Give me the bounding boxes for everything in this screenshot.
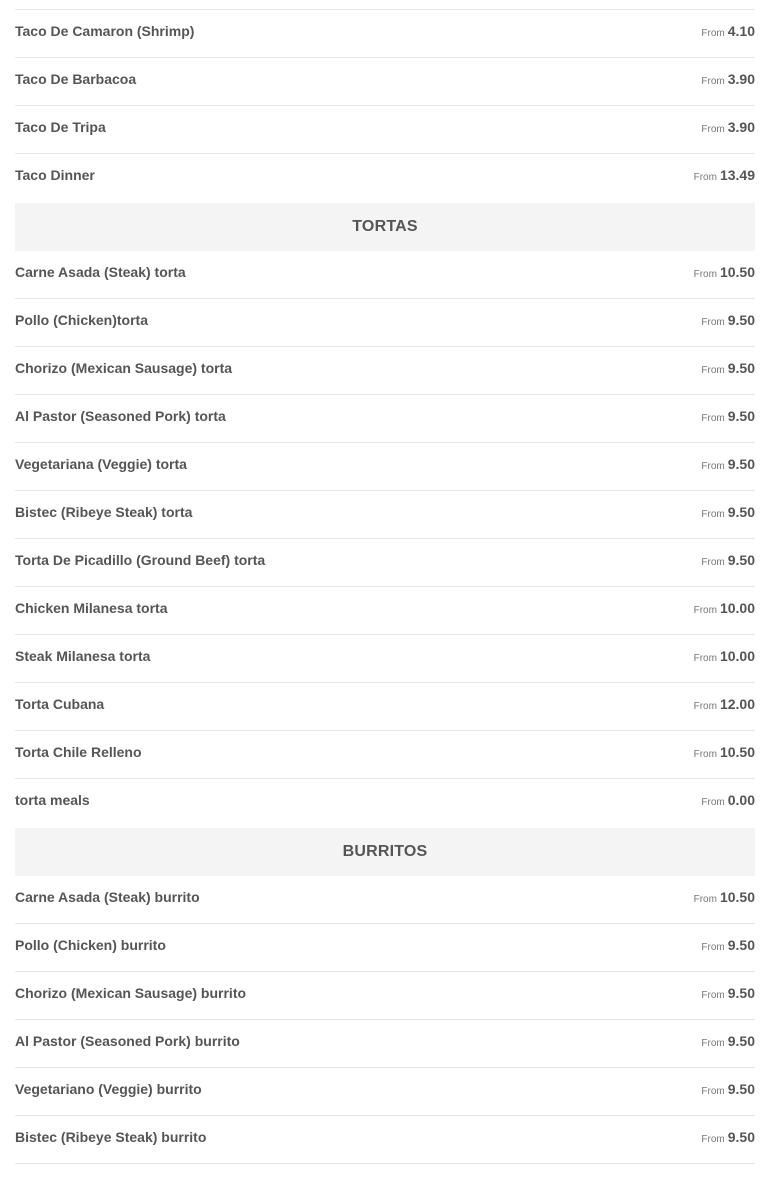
item-price-group bbox=[701, 347, 755, 379]
item-price-group bbox=[694, 731, 755, 763]
menu-item-taco-de-barbacoa[interactable] bbox=[15, 58, 755, 106]
menu-item-burrito[interactable] bbox=[15, 972, 755, 1020]
item-name: Bistec (Ribeye Steak) torta bbox=[15, 504, 193, 520]
from-label: From bbox=[693, 172, 717, 183]
item-price: 3.90 bbox=[727, 71, 755, 87]
from-label: From bbox=[701, 1134, 725, 1145]
item-price: 10.50 bbox=[719, 744, 755, 760]
from-label: From bbox=[701, 557, 725, 568]
from-label: From bbox=[701, 797, 725, 808]
item-price-group bbox=[701, 106, 755, 138]
item-name: torta meals bbox=[15, 792, 90, 808]
item-name: Bistec (Ribeye Steak) burrito bbox=[15, 1129, 207, 1145]
item-price-group bbox=[701, 1116, 755, 1148]
item-price-group bbox=[701, 58, 755, 90]
item-name: Taco De Camaron (Shrimp) bbox=[15, 23, 195, 39]
from-label: From bbox=[701, 1086, 725, 1097]
menu-item-burrito[interactable] bbox=[15, 1068, 755, 1116]
menu-item-torta[interactable] bbox=[15, 731, 755, 779]
menu-item-taco-de-tripa[interactable] bbox=[15, 106, 755, 154]
item-price: 4.10 bbox=[727, 23, 755, 39]
item-price-group bbox=[701, 491, 755, 523]
from-label: From bbox=[701, 942, 725, 953]
section-header-tortas: TORTAS bbox=[15, 203, 755, 251]
menu-item-torta[interactable] bbox=[15, 395, 755, 443]
item-price: 9.50 bbox=[727, 985, 755, 1001]
item-price: 3.90 bbox=[727, 119, 755, 135]
item-price-group bbox=[701, 443, 755, 475]
from-label: From bbox=[701, 413, 725, 424]
menu-item-torta[interactable] bbox=[15, 683, 755, 731]
item-price-group bbox=[701, 1068, 755, 1100]
item-price: 0.00 bbox=[727, 792, 755, 808]
item-name: Pollo (Chicken) burrito bbox=[15, 937, 166, 953]
from-label: From bbox=[693, 269, 717, 280]
menu-list bbox=[15, 9, 755, 1164]
item-price-group bbox=[694, 635, 755, 667]
item-price: 10.00 bbox=[719, 600, 755, 616]
item-name: Vegetariana (Veggie) torta bbox=[15, 456, 187, 472]
from-label: From bbox=[701, 509, 725, 520]
item-name: Torta Chile Relleno bbox=[15, 744, 142, 760]
from-label: From bbox=[701, 365, 725, 376]
item-price: 13.49 bbox=[719, 167, 755, 183]
item-name: Carne Asada (Steak) torta bbox=[15, 264, 186, 280]
item-price: 9.50 bbox=[727, 1129, 755, 1145]
menu-item-torta[interactable] bbox=[15, 491, 755, 539]
from-label: From bbox=[701, 1038, 725, 1049]
item-price: 9.50 bbox=[727, 1081, 755, 1097]
item-name: Vegetariano (Veggie) burrito bbox=[15, 1081, 202, 1097]
menu-item-burrito[interactable] bbox=[15, 876, 755, 924]
item-price-group bbox=[701, 1020, 755, 1052]
item-price: 10.00 bbox=[719, 648, 755, 664]
menu-item-torta[interactable] bbox=[15, 587, 755, 635]
menu-item-burrito[interactable] bbox=[15, 1020, 755, 1068]
menu-item-burrito[interactable] bbox=[15, 1116, 755, 1164]
item-price: 9.50 bbox=[727, 456, 755, 472]
item-name: Chicken Milanesa torta bbox=[15, 600, 168, 616]
item-price-group bbox=[701, 972, 755, 1004]
menu-item-torta[interactable] bbox=[15, 635, 755, 683]
item-name: Taco De Barbacoa bbox=[15, 71, 137, 87]
menu-item-torta[interactable] bbox=[15, 539, 755, 587]
menu-item-torta[interactable] bbox=[15, 347, 755, 395]
item-price: 9.50 bbox=[727, 937, 755, 953]
item-price: 9.50 bbox=[727, 312, 755, 328]
item-price: 9.50 bbox=[727, 408, 755, 424]
item-name: Al Pastor (Seasoned Pork) burrito bbox=[15, 1033, 240, 1049]
item-price-group bbox=[701, 299, 755, 331]
item-name: Chorizo (Mexican Sausage) burrito bbox=[15, 985, 247, 1001]
item-price-group bbox=[694, 683, 755, 715]
from-label: From bbox=[701, 990, 725, 1001]
menu-item-torta[interactable] bbox=[15, 299, 755, 347]
from-label: From bbox=[701, 317, 725, 328]
item-price-group bbox=[694, 251, 755, 283]
from-label: From bbox=[693, 701, 717, 712]
item-price-group bbox=[701, 779, 755, 811]
item-price: 12.00 bbox=[719, 696, 755, 712]
menu-item-taco-de-camaron[interactable] bbox=[15, 10, 755, 58]
item-price: 10.50 bbox=[719, 264, 755, 280]
item-price: 9.50 bbox=[727, 360, 755, 376]
section-header-burritos: BURRITOS bbox=[15, 828, 755, 876]
item-price: 9.50 bbox=[727, 1033, 755, 1049]
item-name: Torta Cubana bbox=[15, 696, 105, 712]
from-label: From bbox=[701, 461, 725, 472]
menu-item-taco-dinner[interactable] bbox=[15, 154, 755, 201]
item-name: Chorizo (Mexican Sausage) torta bbox=[15, 360, 233, 376]
from-label: From bbox=[693, 749, 717, 760]
menu-item-torta[interactable] bbox=[15, 443, 755, 491]
from-label: From bbox=[701, 76, 725, 87]
item-price-group bbox=[694, 587, 755, 619]
item-price: 9.50 bbox=[727, 504, 755, 520]
item-name: Taco Dinner bbox=[15, 167, 95, 183]
item-name: Carne Asada (Steak) burrito bbox=[15, 889, 200, 905]
item-price: 10.50 bbox=[719, 889, 755, 905]
from-label: From bbox=[701, 124, 725, 135]
menu-item-torta[interactable] bbox=[15, 251, 755, 299]
item-name: Al Pastor (Seasoned Pork) torta bbox=[15, 408, 226, 424]
from-label: From bbox=[693, 894, 717, 905]
item-price-group bbox=[701, 10, 755, 42]
item-name: Taco De Tripa bbox=[15, 119, 106, 135]
from-label: From bbox=[701, 28, 725, 39]
item-price-group bbox=[701, 924, 755, 956]
item-name: Pollo (Chicken)torta bbox=[15, 312, 149, 328]
item-name: Torta De Picadillo (Ground Beef) torta bbox=[15, 552, 266, 568]
menu-item-torta[interactable] bbox=[15, 779, 755, 826]
from-label: From bbox=[693, 653, 717, 664]
from-label: From bbox=[693, 605, 717, 616]
item-price-group bbox=[701, 395, 755, 427]
menu-item-burrito[interactable] bbox=[15, 924, 755, 972]
item-name: Steak Milanesa torta bbox=[15, 648, 151, 664]
item-price-group bbox=[694, 876, 755, 908]
item-price-group bbox=[701, 539, 755, 571]
item-price: 9.50 bbox=[727, 552, 755, 568]
item-price-group bbox=[694, 154, 755, 186]
